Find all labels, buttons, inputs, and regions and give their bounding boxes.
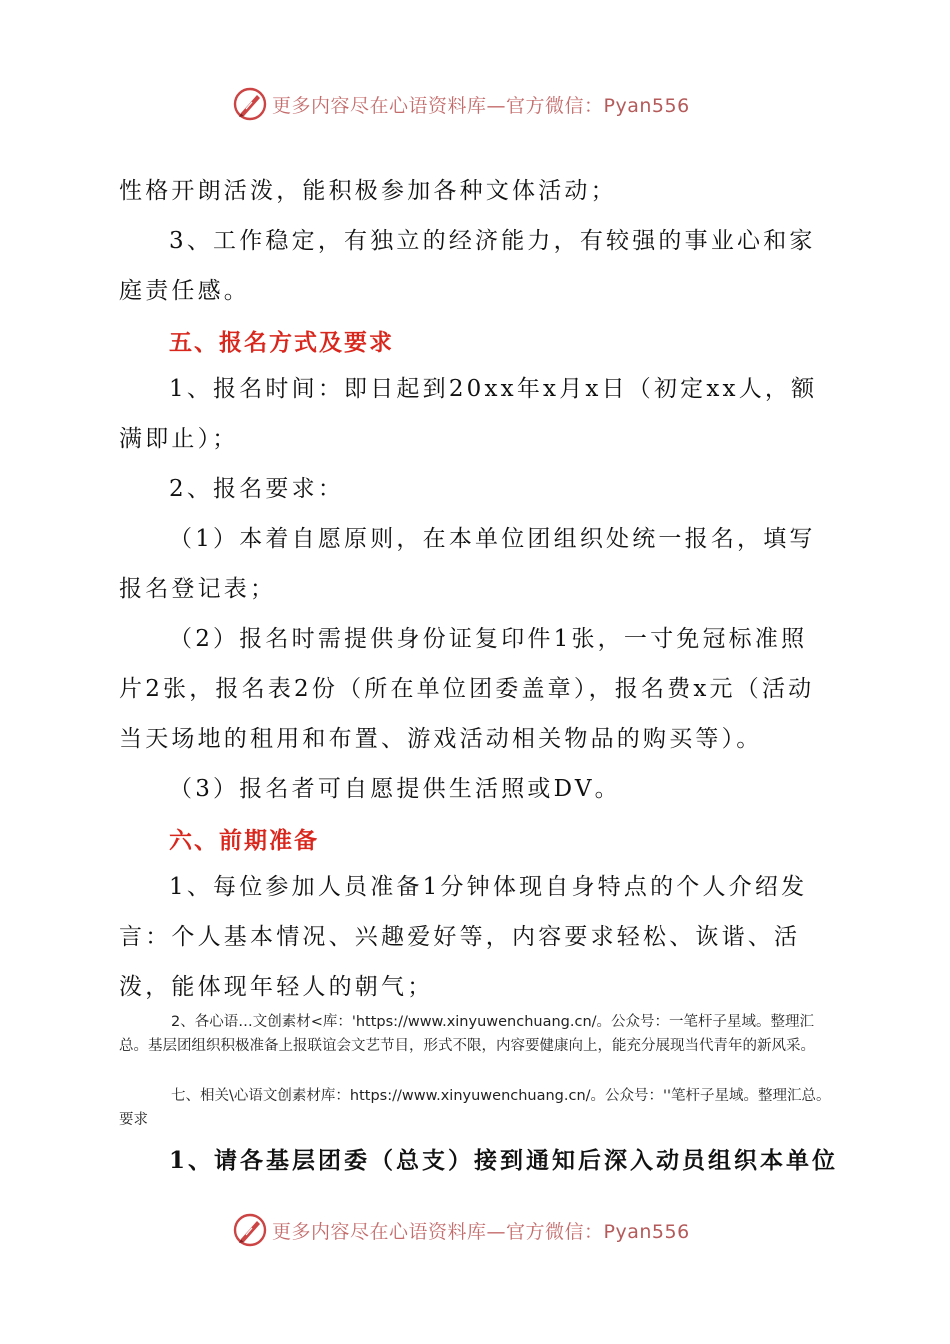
paragraph-preparation-1: 1、每位参加人员准备1分钟体现自身特点的个人介绍发言：个人基本情况、兴趣爱好等，内容要求轻松、诙谐、活泼，能体现年轻人的朝气； (119, 874, 808, 1000)
paragraph-work-stable: 3、工作稳定，有独立的经济能力，有较强的事业心和家庭责任感。 (119, 228, 816, 304)
paragraph-small-7: 七、相关\心语文创素材库：https://www.xinyuwenchuang.cn/。公众号：''笔杆子星域。整理汇总。要求 (119, 1088, 831, 1128)
paragraph-requirement-1: （1）本着自愿原则，在本单位团组织处统一报名，填写报名登记表； (119, 526, 816, 602)
wechat-id: Pyan556 (603, 1220, 690, 1243)
paragraph-small-2: 2、各心语…文创素材<库：'https://www.xinyuwenchuang.cn/。公众号：一笔杆子星域。整理汇总。基层团组织积极准备上报联谊会文艺节目，形式不限，内容要健康向上，能充分展现当代青年的新风采。 (119, 1014, 815, 1054)
paragraph-bold-notice: 1、请各基层团委（总支）接到通知后深入动员组织本单位 (169, 1147, 839, 1174)
paragraph-requirement-2: （2）报名时需提供身份证复印件1张，一寸免冠标准照片2张，报名表2份（所在单位团委盖章），报名费x元（活动当天场地的租用和布置、游戏活动相关物品的购买等）。 (119, 626, 815, 752)
header-watermark-banner (232, 84, 690, 124)
paragraph-personality: 性格开朗活泼，能积极参加各种文体活动； (119, 178, 617, 204)
pen-logo-icon (232, 86, 268, 122)
section-heading-registration: 五、报名方式及要求 (169, 330, 394, 356)
paragraph-requirement-3: （3）报名者可自愿提供生活照或DV。 (169, 776, 621, 802)
paragraph-registration-requirements: 2、报名要求： (169, 476, 345, 502)
paragraph-registration-time: 1、报名时间：即日起到20xx年x月x日（初定xx人，额满即止）； (119, 376, 818, 452)
section-heading-preparation: 六、前期准备 (169, 828, 319, 854)
banner-text: 更多内容尽在心语资料库—官方微信：Pyan556 (272, 94, 690, 117)
banner-text: 更多内容尽在心语资料库—官方微信：Pyan556 (272, 1220, 690, 1243)
footer-watermark-banner (232, 1210, 690, 1250)
wechat-id: Pyan556 (603, 94, 690, 117)
pen-logo-icon (232, 1212, 268, 1248)
